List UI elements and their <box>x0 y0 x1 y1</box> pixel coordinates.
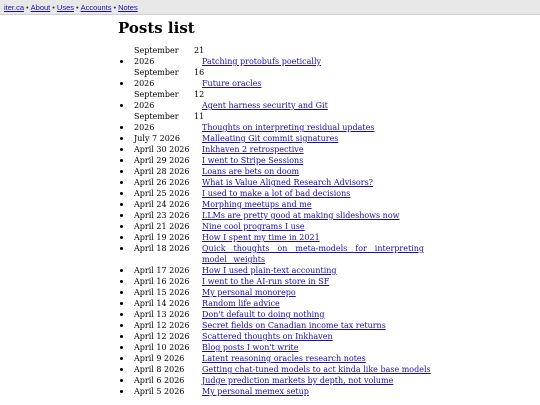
post-link[interactable]: How I used plain-text accounting <box>202 266 337 275</box>
post-date-month: September <box>134 68 179 77</box>
post-list-item <box>134 298 424 309</box>
post-list-item <box>134 199 424 210</box>
post-list-item <box>134 133 424 144</box>
post-date-month: September <box>134 46 179 55</box>
nav-link-notes[interactable]: Notes <box>118 3 138 12</box>
nav-separator: • <box>76 3 79 12</box>
post-link[interactable]: Agent harness security and Git <box>202 101 328 110</box>
post-date: April 8 2026 <box>134 365 185 374</box>
post-link[interactable]: Judge prediction markets by depth, not volume <box>202 376 394 385</box>
post-link[interactable]: What is Value Aligned Research Advisors? <box>202 178 373 187</box>
post-link[interactable]: I used to make a lot of bad decisions <box>202 189 351 198</box>
post-list-item <box>134 210 424 221</box>
post-date-day: 12 <box>194 90 205 99</box>
post-date: April 30 2026 <box>134 145 190 154</box>
post-date: April 15 2026 <box>134 288 190 297</box>
post-date: April 17 2026 <box>134 266 190 275</box>
post-date: April 29 2026 <box>134 156 190 165</box>
post-link[interactable]: Scattered thoughts on Inkhaven <box>202 332 333 341</box>
post-date: April 21 2026 <box>134 222 190 231</box>
post-date: April 28 2026 <box>134 167 190 176</box>
post-link[interactable]: Inkhaven 2 retrospective <box>202 145 304 154</box>
post-list-item <box>134 287 424 298</box>
post-date: April 25 2026 <box>134 189 190 198</box>
post-link[interactable]: My personal memex setup <box>202 387 309 396</box>
post-date-day: 21 <box>194 46 205 55</box>
post-link[interactable]: Latent reasoning oracles research notes <box>202 354 366 363</box>
post-date-day: 16 <box>194 68 205 77</box>
posts-list <box>134 45 431 397</box>
nav-link-home[interactable]: iter.ca <box>4 3 25 12</box>
post-link[interactable]: How I spent my time in 2021 <box>202 233 320 242</box>
post-date: April 13 2026 <box>134 310 190 319</box>
nav-separator: • <box>52 3 55 12</box>
post-link[interactable]: Don't default to doing nothing <box>202 310 325 319</box>
page-title: Posts list <box>118 19 195 37</box>
post-date: April 10 2026 <box>134 343 190 352</box>
post-link[interactable]: Blog posts I won't write <box>202 343 299 352</box>
post-date-year: 2026 <box>134 57 155 66</box>
post-link[interactable]: Nine cool programs I use <box>202 222 305 231</box>
post-list-item <box>134 155 424 166</box>
post-list-item <box>134 144 424 155</box>
post-link[interactable]: LLMs are pretty good at making slideshows now <box>202 211 400 220</box>
post-date-year: 2026 <box>134 123 155 132</box>
post-date: April 5 2026 <box>134 387 185 396</box>
post-list-item <box>134 89 424 111</box>
post-list-item <box>134 331 424 342</box>
post-date-month: September <box>134 112 179 121</box>
post-date: April 14 2026 <box>134 299 190 308</box>
post-list-item <box>134 342 424 353</box>
post-list-item <box>134 320 424 331</box>
top-nav-bar <box>0 0 540 15</box>
nav-link-uses[interactable]: Uses <box>56 3 74 12</box>
post-link[interactable]: Getting chat-tuned models to act kinda like base models <box>202 365 431 374</box>
post-date-year: 2026 <box>134 79 155 88</box>
post-list-item <box>134 353 424 364</box>
post-list-item <box>134 177 424 188</box>
post-date: April 24 2026 <box>134 200 190 209</box>
post-list-item <box>134 166 424 177</box>
post-date-day: 11 <box>194 112 205 121</box>
post-list-item <box>134 111 424 133</box>
post-list-item <box>134 45 424 67</box>
post-date-year: 2026 <box>134 101 155 110</box>
post-list-item <box>134 276 424 287</box>
post-list-item <box>134 386 424 397</box>
post-date: July 7 2026 <box>134 134 180 143</box>
post-link[interactable]: Patching protobufs poetically <box>202 57 322 66</box>
post-date: April 19 2026 <box>134 233 190 242</box>
post-link[interactable]: Future oracles <box>202 79 262 88</box>
post-list-item <box>134 67 424 89</box>
post-link[interactable]: Malleating Git commit signatures <box>202 134 339 143</box>
post-link[interactable]: Quick thoughts on meta-models for interpreting model weights <box>202 244 424 264</box>
post-date: April 23 2026 <box>134 211 190 220</box>
post-date: April 26 2026 <box>134 178 190 187</box>
post-list-item <box>134 232 424 243</box>
post-date-month: September <box>134 90 179 99</box>
nav-separator: • <box>113 3 117 12</box>
post-date: April 6 2026 <box>134 376 185 385</box>
nav-separator: • <box>26 3 29 12</box>
post-list-item <box>134 221 424 232</box>
post-list-item <box>134 309 424 320</box>
post-list-item <box>134 243 424 265</box>
post-list-item <box>134 188 424 199</box>
post-link[interactable]: Loans are bets on doom <box>202 167 300 176</box>
post-link[interactable]: My personal monorepo <box>202 288 296 297</box>
post-date: April 16 2026 <box>134 277 190 286</box>
post-list-item <box>134 375 424 386</box>
post-list-item <box>134 265 424 276</box>
post-date: April 18 2026 <box>134 244 190 253</box>
post-list-item <box>134 364 431 375</box>
post-link[interactable]: Secret fields on Canadian income tax returns <box>202 321 386 330</box>
post-link[interactable]: Morphing meetups and me <box>202 200 312 209</box>
nav-link-accounts[interactable]: Accounts <box>80 3 112 12</box>
post-date: April 9 2026 <box>134 354 185 363</box>
nav-link-about[interactable]: About <box>30 3 51 12</box>
post-link[interactable]: Random life advice <box>202 299 280 308</box>
post-link[interactable]: Thoughts on interpreting residual updates <box>202 123 375 132</box>
post-date: April 12 2026 <box>134 321 190 330</box>
post-date: April 12 2026 <box>134 332 190 341</box>
post-link[interactable]: I went to Stripe Sessions <box>202 156 304 165</box>
post-link[interactable]: I went to the AI-run store in SF <box>202 277 330 286</box>
